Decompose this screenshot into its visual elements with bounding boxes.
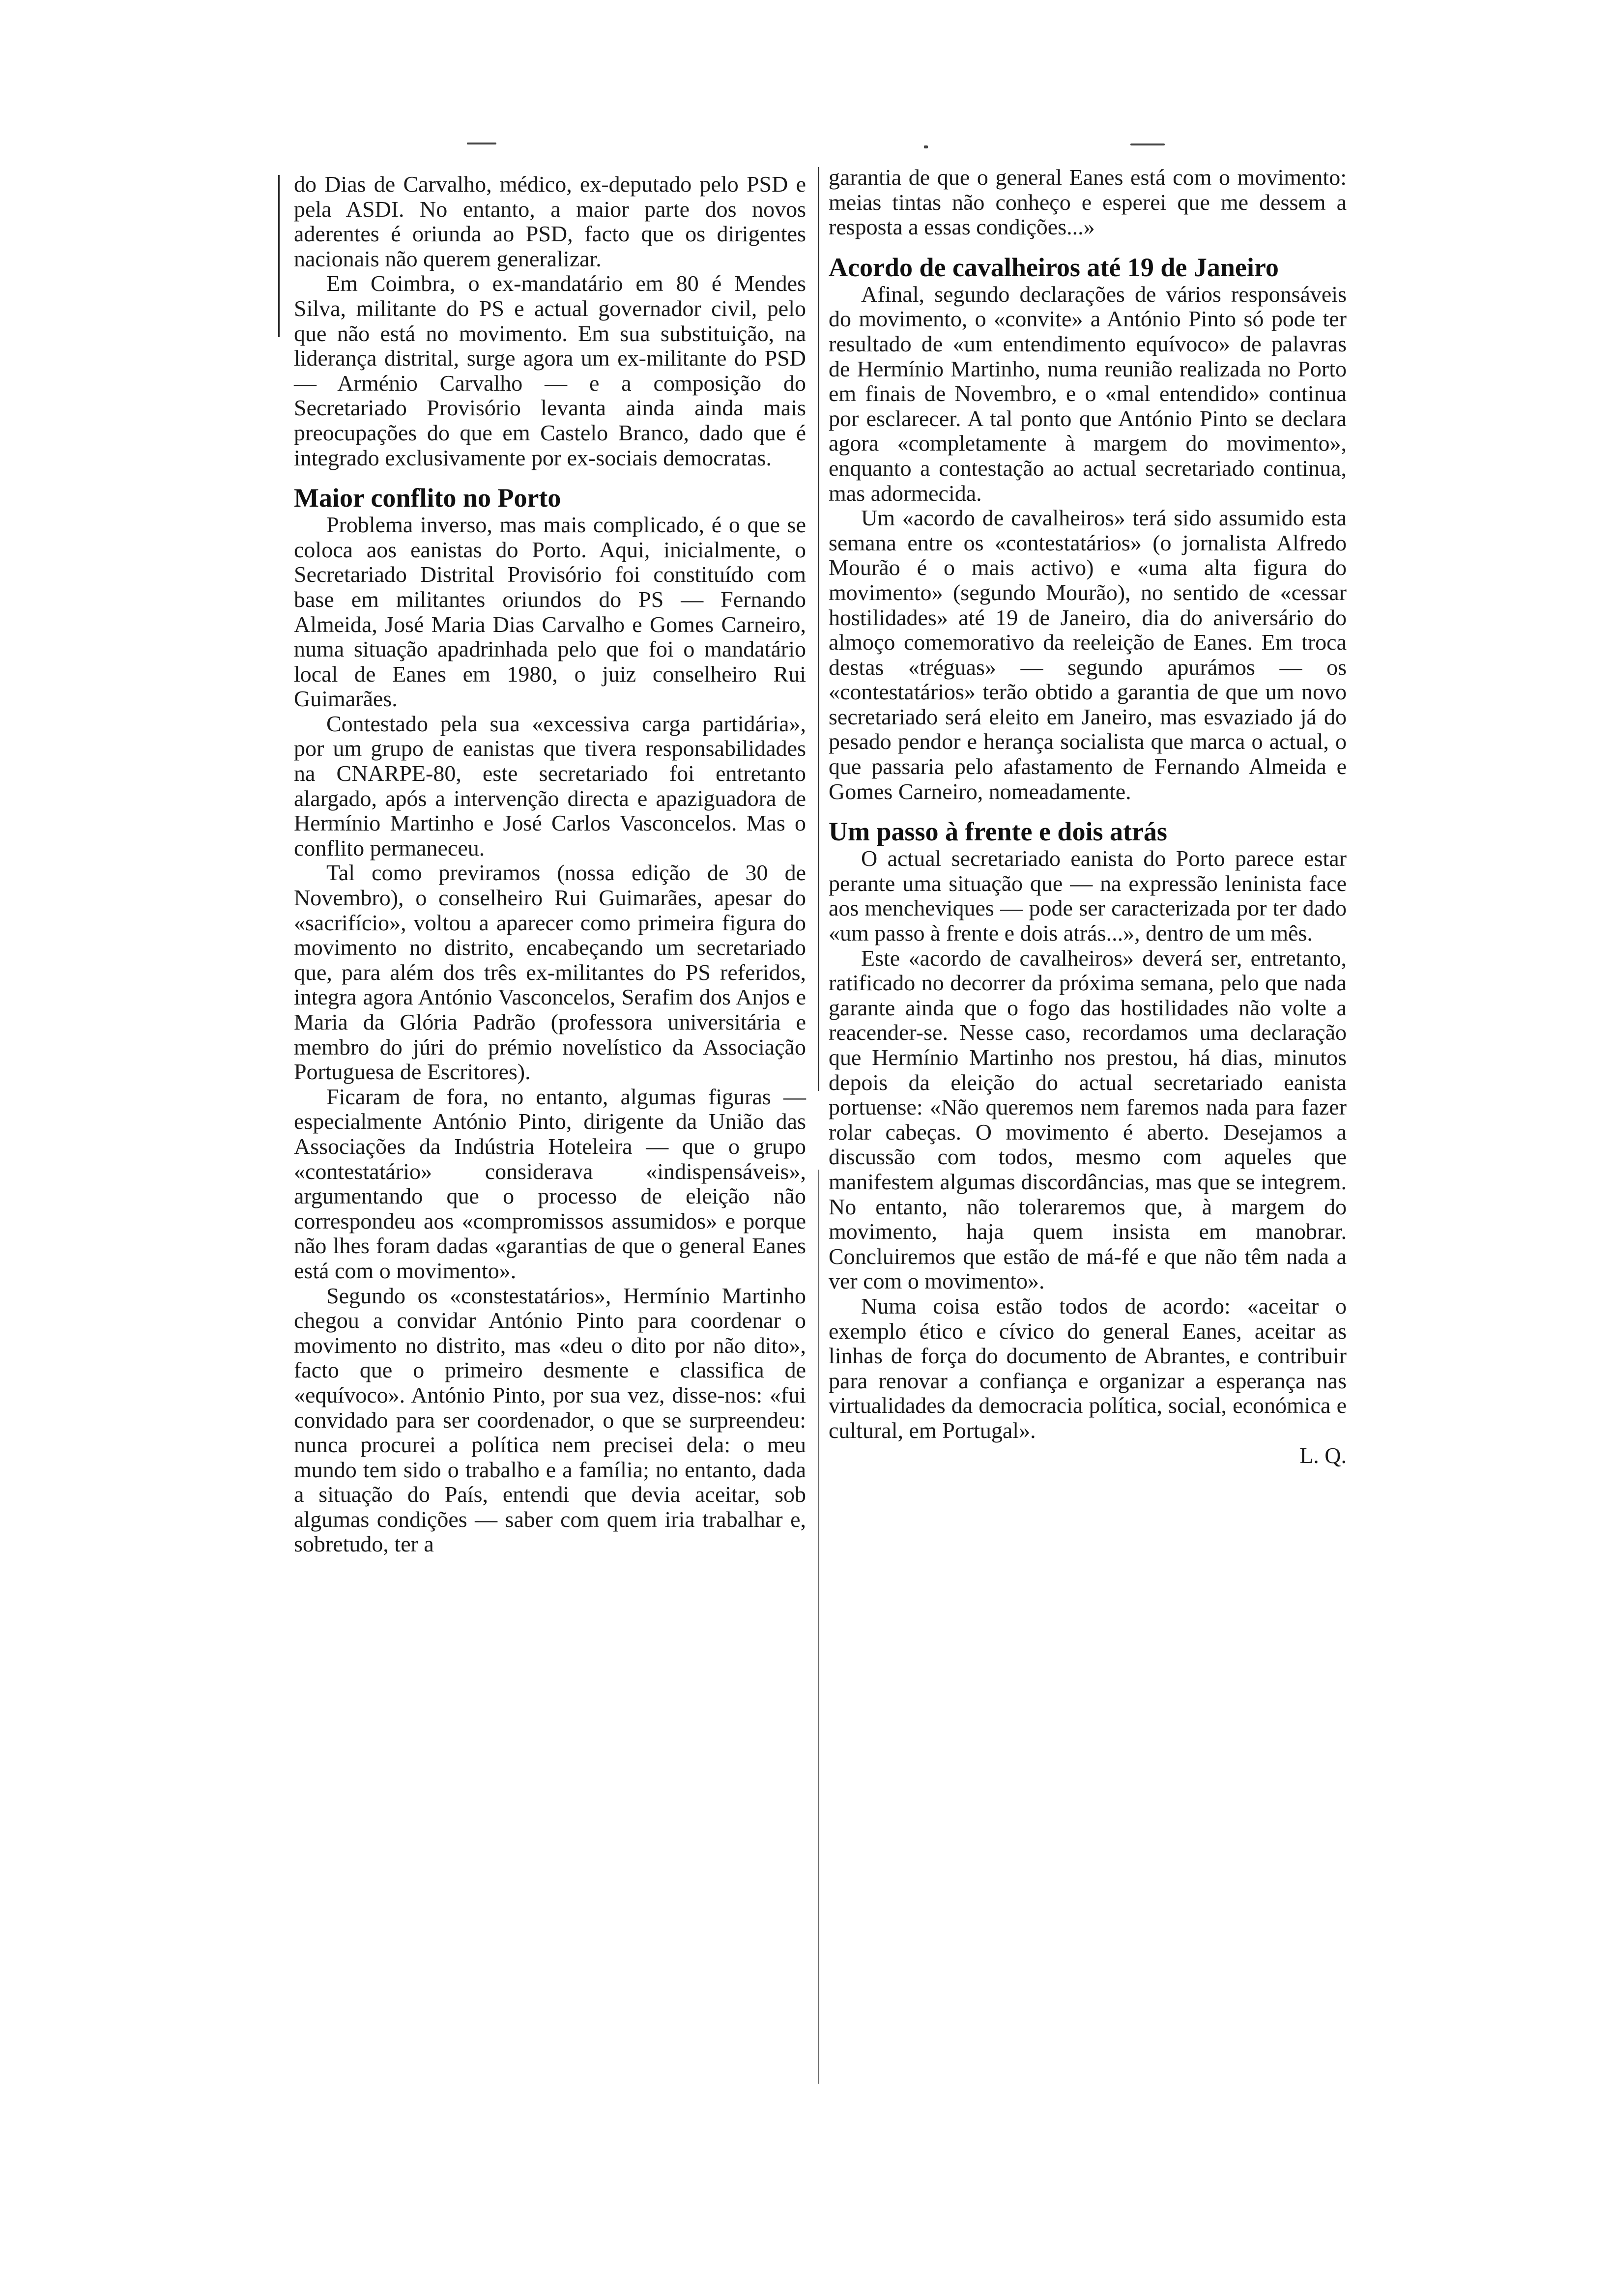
paragraph: Em Coimbra, o ex-mandatário em 80 é Mendes Silva, militante do PS e actual governador civil, pelo que não está no movimento. Em sua substituição, na liderança distrital, surge agora um ex-militante do PSD — Arménio Carvalho — e a composição do Secretariado Provisório levanta ainda ainda mais preocupações do que em Castelo Branco, dado que é integrado exclusivamente por ex-sociais democratas. [294,271,806,470]
paragraph: garantia de que o general Eanes está com o movimento: meias tintas não conheço e esperei que me dessem a resposta a essas condições...» [829,165,1347,240]
paragraph: Ficaram de fora, no entanto, algumas figuras — especialmente António Pinto, dirigente da União das Associações da Indústria Hoteleira — que o grupo «contestatário» considerava «indispensáveis», argumentando que o processo de eleição não correspondeu aos «compromissos assumidos» e porque não lhes foram dadas «garantias de que o general Eanes está com o movimento». [294,1084,806,1283]
article-column-left [294,172,806,1557]
paragraph: Tal como previramos (nossa edição de 30 de Novembro), o conselheiro Rui Guimarães, apesar do «sacrifício», voltou a aparecer como primeira figura do movimento no distrito, encabeçando um secretariado que, para além dos três ex-militantes do PS referidos, integra agora António Vasconcelos, Serafim dos Anjos e Maria da Glória Padrão (professora universitária e membro do júri do prémio novelístico da Associação Portuguesa de Escritores). [294,860,806,1085]
paragraph: Problema inverso, mas mais complicado, é o que se coloca aos eanistas do Porto. Aqui, inicialmente, o Secretariado Distrital Provisório foi constituído com base em militantes oriundos do PS — Fernando Almeida, José Maria Dias Carvalho e Gomes Carneiro, numa situação apadrinhada pelo que foi o mandatário local de Eanes em 1980, o juiz conselheiro Rui Guimarães. [294,512,806,712]
paragraph: Segundo os «constestatários», Hermínio Martinho chegou a convidar António Pinto para coordenar o movimento no distrito, mas «deu o dito por não dito», facto que o primeiro desmente e classifica de «equívoco». António Pinto, por sua vez, disse-nos: «fui convidado para ser coordenador, o que se surpreendeu: nunca procurei a política nem precisei dela: o meu mundo tem sido o trabalho e a família; no entanto, dada a situação do País, entendi que devia aceitar, sob algumas condições — saber com quem iria trabalhar e, sobretudo, ter a [294,1283,806,1557]
column-divider [818,167,819,1091]
section-heading: Maior conflito no Porto [294,483,561,513]
column-divider-lower [818,1170,819,2084]
author-signature: L. Q. [1299,1442,1347,1468]
paragraph: Contestado pela sua «excessiva carga partidária», por um grupo de eanistas que tivera responsabilidades na CNARPE-80, este secretariado foi entretanto alargado, após a intervenção directa e apaziguadora de Hermínio Martinho e José Carlos Vasconcelos. Mas o conflito permaneceu. [294,711,806,861]
paragraph: Numa coisa estão todos de acordo: «aceitar o exemplo ético e cívico do general Eanes, aceitar as linhas de força do documento de Abrantes, e contribuir para renovar a confiança e organizar a esperança nas virtualidades da democracia política, social, económica e cultural, em Portugal». [829,1293,1347,1443]
paragraph: O actual secretariado eanista do Porto parece estar perante uma situação que — na expressão leninista face aos mencheviques — pode ser caracterizada por ter dado «um passo à frente e dois atrás...», dentro de um mês. [829,846,1347,946]
section-heading: Acordo de cavalheiros até 19 de Janeiro [829,252,1279,282]
paragraph: Afinal, segundo declarações de vários responsáveis do movimento, o «convite» a António Pinto só pode ter resultado de «um entendimento equívoco» de palavras de Hermínio Martinho, numa reunião realizada no Porto em finais de Novembro, e o «mal entendido» continua por esclarecer. A tal ponto que António Pinto se declara agora «completamente à margem do movimento», enquanto a contestação ao actual secretariado continua, mas adormecida. [829,281,1347,506]
print-speck [1130,144,1165,145]
section-heading: Um passo à frente e dois atrás [829,817,1167,847]
paragraph: Este «acordo de cavalheiros» deverá ser, entretanto, ratificado no decorrer da próxima semana, pelo que nada garante ainda que o fogo das hostilidades não volte a reacender-se. Nesse caso, recordamos uma declaração que Hermínio Martinho nos prestou, há dias, minutos depois da eleição do actual secretariado eanista portuense: «Não queremos nem faremos nada para fazer rolar cabeças. O movimento é aberto. Desejamos a discussão com todos, mesmo com aqueles que manifestem algumas discordâncias, mas que se integrem. No entanto, não toleraremos que, à margem do movimento, haja quem insista em manobrar. Concluiremos que estão de má-fé e que não têm nada a ver com o movimento». [829,945,1347,1294]
paragraph: Um «acordo de cavalheiros» terá sido assumido esta semana entre os «contestatários» (o jornalista Alfredo Mourão é o mais activo) e «uma alta figura do movimento» (segundo Mourão), no sentido de «cessar hostilidades» até 19 de Janeiro, dia do aniversário do almoço comemorativo da reeleição de Eanes. Em troca destas «tréguas» — segundo apurámos — os «contestatários» terão obtido a garantia de que um novo secretariado será eleito em Janeiro, mas esvaziado já do pesado pendor e herança socialista que marca o actual, o que passaria pelo afastamento de Fernando Almeida e Gomes Carneiro, nomeadamente. [829,505,1347,804]
print-speck [924,145,928,148]
print-speck [467,143,496,144]
column-rule-left [278,175,280,337]
article-column-right [829,165,1347,1468]
paragraph: do Dias de Carvalho, médico, ex-deputado pelo PSD e pela ASDI. No entanto, a maior parte dos novos aderentes é oriunda ao PSD, facto que os dirigentes nacionais não querem generalizar. [294,172,806,271]
